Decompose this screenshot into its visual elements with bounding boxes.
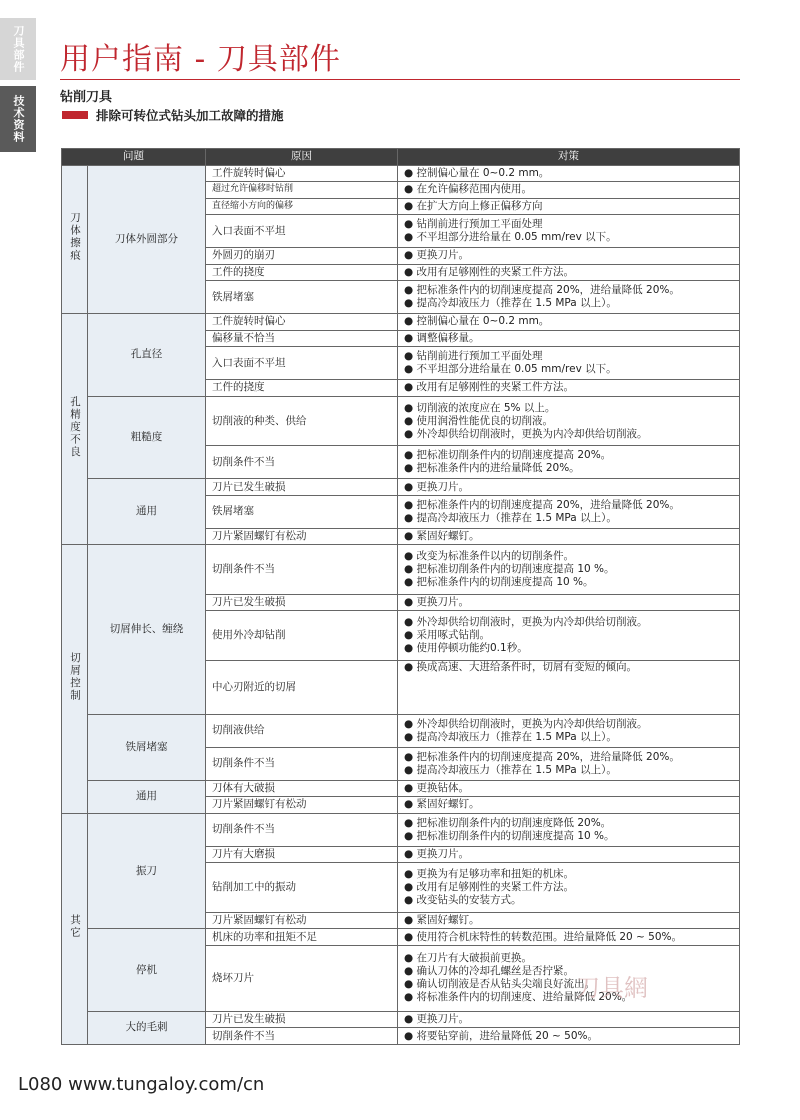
measure-cell: ● 紧固好螺钉。 (398, 797, 740, 814)
measure-cell: ● 在扩大方向上修正偏移方向 (398, 198, 740, 215)
measure-cell: ● 外冷却供给切削液时，更换为内冷却供给切削液。 ● 提高冷却液压力（推荐在 1.5 MPa 以上）。 (398, 714, 740, 747)
cause-cell: 入口表面不平坦 (206, 347, 398, 380)
title-divider (60, 79, 740, 80)
cause-cell: 使用外冷却钻削 (206, 611, 398, 661)
table-row (62, 780, 740, 797)
table-row (62, 396, 740, 446)
problem-cell: 停机 (88, 929, 206, 1012)
category-cell: 其它 (62, 813, 88, 1044)
header-cause: 原因 (206, 149, 398, 166)
cause-cell: 机床的功率和扭矩不足 (206, 929, 398, 946)
measure-cell: ● 外冷却供给切削液时，更换为内冷却供给切削液。 ● 采用啄式钻削。 ● 使用停顿功能约0.1秒。 (398, 611, 740, 661)
cause-cell: 铁屑堵塞 (206, 281, 398, 314)
measure-cell: ● 调整偏移量。 (398, 330, 740, 347)
cause-cell: 切削液的种类、供给 (206, 396, 398, 446)
measure-cell: ● 改用有足够刚性的夹紧工件方法。 (398, 380, 740, 397)
measure-cell: ● 将要钻穿前，进给量降低 20 ~ 50%。 (398, 1028, 740, 1045)
measure-cell: ● 钻削前进行预加工平面处理 ● 不平坦部分进给量在 0.05 mm/rev 以下。 (398, 347, 740, 380)
measure-cell: ● 更换钻体。 (398, 780, 740, 797)
measure-cell: ● 改用有足够刚性的夹紧工件方法。 (398, 264, 740, 281)
cause-cell: 刀片有大磨损 (206, 846, 398, 863)
cause-cell: 切削条件不当 (206, 1028, 398, 1045)
website-link[interactable]: www.tungaloy.com/cn (68, 1074, 265, 1095)
side-tab-tool-parts[interactable] (0, 18, 36, 80)
measure-cell: ● 在刀片有大破损前更换。 ● 确认刀体的冷却孔螺丝是否拧紧。 ● 确认切削液是否从钻头尖端良好流出。 ● 将标准条件内的切削速度、进给量降低 20%。 (398, 945, 740, 1011)
header-measure: 对策 (398, 149, 740, 166)
measure-cell: ● 更换刀片。 (398, 846, 740, 863)
page-title: 用户指南 - 刀具部件 (60, 42, 341, 77)
cause-cell: 工件的挠度 (206, 264, 398, 281)
table-row (62, 545, 740, 595)
cause-cell: 刀片紧固螺钉有松动 (206, 528, 398, 545)
page-number: L080 (18, 1074, 63, 1095)
table-row (62, 1011, 740, 1028)
cause-cell: 工件旋转时偏心 (206, 314, 398, 331)
problem-cell: 粗糙度 (88, 396, 206, 479)
measure-cell: ● 紧固好螺钉。 (398, 912, 740, 929)
table-row (62, 479, 740, 496)
category-cell: 刀体擦痕 (62, 165, 88, 314)
cause-cell: 切削条件不当 (206, 747, 398, 780)
cause-cell: 外圆刃的崩刃 (206, 248, 398, 265)
cause-cell: 超过允许偏移时钻削 (206, 182, 398, 199)
problem-cell: 切屑伸长、缠绕 (88, 545, 206, 714)
table-row (62, 813, 740, 846)
measure-cell: ● 更换为有足够功率和扭矩的机床。 ● 改用有足够刚性的夹紧工件方法。 ● 改变钻头的安装方式。 (398, 863, 740, 913)
cause-cell: 入口表面不平坦 (206, 215, 398, 248)
cause-cell: 切削液供给 (206, 714, 398, 747)
cause-cell: 刀体有大破损 (206, 780, 398, 797)
subtitle-marker (62, 111, 88, 119)
header-problem: 问题 (62, 149, 206, 166)
watermark-logo: 刀具網 (576, 974, 648, 1002)
measure-cell: ● 更换刀片。 (398, 1011, 740, 1028)
cause-cell: 钻削加工中的振动 (206, 863, 398, 913)
subtitle: 排除可转位式钻头加工故障的措施 (96, 108, 284, 123)
problem-cell: 振刀 (88, 813, 206, 929)
measure-cell: ● 控制偏心量在 0~0.2 mm。 (398, 314, 740, 331)
measure-cell: ● 在允许偏移范围内使用。 (398, 182, 740, 199)
side-tab-label: 技术资料 (12, 95, 25, 143)
cause-cell: 刀片已发生破损 (206, 1011, 398, 1028)
table-row (62, 314, 740, 331)
footer (18, 1074, 264, 1095)
side-tab-tech-data[interactable] (0, 86, 36, 152)
measure-cell: ● 控制偏心量在 0~0.2 mm。 (398, 165, 740, 182)
cause-cell: 直径缩小方向的偏移 (206, 198, 398, 215)
cause-cell: 工件的挠度 (206, 380, 398, 397)
problem-cell: 大的毛刺 (88, 1011, 206, 1044)
measure-cell: ● 把标准条件内的切削速度提高 20%，进给量降低 20%。 ● 提高冷却液压力（推荐在 1.5 MPa 以上）。 (398, 495, 740, 528)
measure-cell: ● 更换刀片。 (398, 248, 740, 265)
cause-cell: 切削条件不当 (206, 545, 398, 595)
problem-cell: 通用 (88, 780, 206, 813)
measure-cell: ● 使用符合机床特性的转数范围。进给量降低 20 ~ 50%。 (398, 929, 740, 946)
cause-cell: 刀片紧固螺钉有松动 (206, 912, 398, 929)
table-row (62, 929, 740, 946)
section-title: 钻削刀具 (60, 90, 113, 105)
measure-cell: ● 更换刀片。 (398, 479, 740, 496)
side-tab-label: 刀具部件 (12, 25, 25, 73)
cause-cell: 烧坏刀片 (206, 945, 398, 1011)
measure-cell: ● 紧固好螺钉。 (398, 528, 740, 545)
cause-cell: 切削条件不当 (206, 813, 398, 846)
measure-cell: ● 换成高速、大进给条件时，切屑有变短的倾向。 (398, 660, 740, 714)
measure-cell: ● 切削液的浓度应在 5% 以上。 ● 使用润滑性能优良的切削液。 ● 外冷却供给切削液时，更换为内冷却供给切削液。 (398, 396, 740, 446)
cause-cell: 刀片已发生破损 (206, 479, 398, 496)
measure-cell: ● 更换刀片。 (398, 594, 740, 611)
measure-cell: ● 把标准切削条件内的切削速度降低 20%。 ● 把标准切削条件内的切削速度提高 10 %。 (398, 813, 740, 846)
category-cell: 切屑控制 (62, 545, 88, 813)
problem-cell: 铁屑堵塞 (88, 714, 206, 780)
measure-cell: ● 把标准条件内的切削速度提高 20%，进给量降低 20%。 ● 提高冷却液压力（推荐在 1.5 MPa 以上）。 (398, 281, 740, 314)
measure-cell: ● 改变为标准条件以内的切削条件。 ● 把标准切削条件内的切削速度提高 10 %。 ● 把标准条件内的切削速度提高 10 %。 (398, 545, 740, 595)
problem-cell: 通用 (88, 479, 206, 545)
cause-cell: 中心刃附近的切屑 (206, 660, 398, 714)
cause-cell: 切削条件不当 (206, 446, 398, 479)
measure-cell: ● 把标准条件内的切削速度提高 20%，进给量降低 20%。 ● 提高冷却液压力（推荐在 1.5 MPa 以上）。 (398, 747, 740, 780)
category-cell: 孔精度不良 (62, 314, 88, 545)
cause-cell: 刀片紧固螺钉有松动 (206, 797, 398, 814)
cause-cell: 刀片已发生破损 (206, 594, 398, 611)
cause-cell: 铁屑堵塞 (206, 495, 398, 528)
troubleshooting-table (61, 148, 740, 1045)
table-header-row (62, 149, 740, 166)
measure-cell: ● 把标准切削条件内的切削速度提高 20%。 ● 把标准条件内的进给量降低 20%。 (398, 446, 740, 479)
problem-cell: 刀体外圆部分 (88, 165, 206, 314)
problem-cell: 孔直径 (88, 314, 206, 397)
cause-cell: 偏移量不恰当 (206, 330, 398, 347)
cause-cell: 工件旋转时偏心 (206, 165, 398, 182)
table-row (62, 165, 740, 182)
table-row (62, 714, 740, 747)
measure-cell: ● 钻削前进行预加工平面处理 ● 不平坦部分进给量在 0.05 mm/rev 以下。 (398, 215, 740, 248)
